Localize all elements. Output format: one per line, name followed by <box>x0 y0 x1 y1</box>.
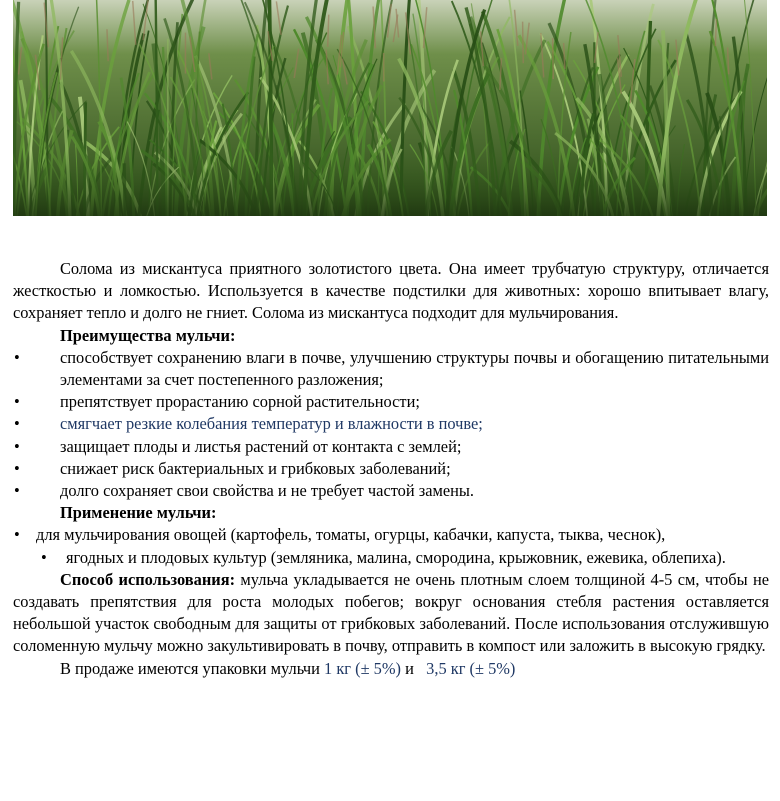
usage-heading: Способ использования: <box>60 569 236 589</box>
bullet-icon: • <box>14 392 20 412</box>
usage-paragraph <box>13 569 769 658</box>
bullet-icon: • <box>14 436 20 456</box>
application-item-berries: • ягодных и плодовых культур (земляника, малина, смородина, крыжовник, ежевика, облепиха). <box>13 547 769 569</box>
list-item: • долго сохраняет свои свойства и не требует частой замены. <box>13 480 769 502</box>
bullet-icon: • <box>14 481 20 501</box>
list-item: • снижает риск бактериальных и грибковых заболеваний; <box>13 458 769 480</box>
intro-paragraph: Солома из мискантуса приятного золотистого цвета. Она имеет трубчатую структуру, отличается жесткостью и ломкостью. Используется в качестве подстилки для животных: хорошо впитывает влагу, сохраняет тепло и долго не гниет. Солома из мискантуса подходит для мульчирования. <box>13 259 769 323</box>
pack-3-5kg: 3,5 кг (± 5%) <box>426 658 516 678</box>
article-body <box>13 258 769 680</box>
list-item: • способствует сохранению влаги в почве, улучшению структуры почвы и обогащению питательными элементами за счет постепенного разложения; <box>14 347 769 390</box>
pack-1kg: 1 кг (± 5%) <box>324 658 401 678</box>
bullet-icon: • <box>14 347 20 367</box>
list-item: • препятствует прорастанию сорной растительности; <box>13 391 769 413</box>
usage-text: мульча укладывается не очень плотным слоем толщиной 4-5 см, чтобы не создавать препятствия для роста молодых побегов; вокруг основания стебля растения оставляется небольшой участок свободным для защиты от грибковых заболеваний. После использования отслужившую соломенную мульчу можно закультивировать в почву, отправить в компост или заложить в высокую грядку. <box>13 569 769 656</box>
bullet-icon: • <box>14 458 20 478</box>
sale-paragraph: В продаже имеются упаковки мульчи 1 кг (± 5%) и 3,5 кг (± 5%) <box>60 658 516 678</box>
advantages-list <box>13 347 769 502</box>
bullet-icon: • <box>14 414 20 434</box>
application-item-vegetables: • для мульчирования овощей (картофель, томаты, огурцы, кабачки, капуста, тыква, чеснок), <box>13 524 769 546</box>
miscanthus-grass-photo <box>13 0 767 216</box>
application-heading: Применение мульчи: <box>60 503 217 523</box>
advantages-heading: Преимущества мульчи: <box>60 325 236 345</box>
bullet-icon: • <box>41 547 47 567</box>
list-item: • смягчает резкие колебания температур и влажности в почве; <box>13 413 769 435</box>
bullet-icon: • <box>14 525 20 545</box>
list-item: • защищает плоды и листья растений от контакта с землей; <box>13 436 769 458</box>
